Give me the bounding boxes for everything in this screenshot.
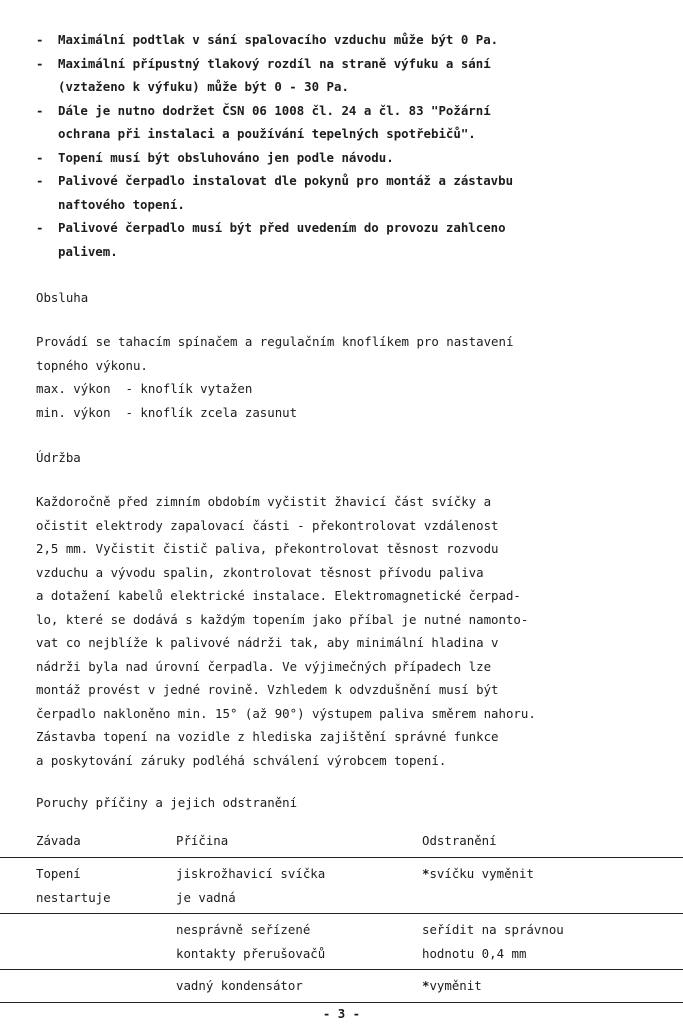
list-item-text (58, 216, 676, 263)
cell-line: je vadná (176, 889, 236, 905)
page-number: - 3 - (322, 1006, 361, 1021)
text-line: a dotažení kabelů elektrické instalace. Elektromagnetické čerpad- (36, 588, 521, 603)
requirements-list (36, 28, 676, 263)
text-line: 2,5 mm. Vyčistit čistič paliva, překontrolovat těsnost rozvodu (36, 541, 499, 556)
list-item (36, 99, 676, 146)
cell-line-wrap (422, 942, 683, 966)
cell-line-wrap (422, 918, 683, 942)
obsluha-paragraph (36, 330, 681, 424)
udrzba-paragraph (36, 490, 681, 772)
text-line: Dále je nutno dodržet ČSN 06 1008 čl. 24 a čl. 83 "Požární (58, 102, 491, 118)
cell-line: hodnotu 0,4 mm (422, 945, 527, 961)
header-pricina: Příčina (176, 832, 229, 848)
list-item (36, 216, 676, 263)
bullet-dash: - (36, 220, 44, 235)
text-line: Topení musí být obsluhováno jen podle návodu. (58, 149, 394, 165)
text-line: Palivové čerpadlo musí být před uvedením do provozu zahlceno (58, 220, 506, 235)
poruchy-heading: Poruchy příčiny a jejich odstranění (36, 795, 298, 810)
text-line: topného výkonu. (36, 357, 148, 373)
table-row (0, 914, 683, 969)
list-item (36, 169, 676, 216)
table-body (0, 858, 683, 1003)
udrzba-heading: Údržba (36, 450, 81, 465)
cell-line: nestartuje (36, 889, 111, 905)
faults-table (0, 824, 683, 1003)
cell-line: jiskrožhavicí svíčka (176, 866, 326, 881)
text-line: vat co nejblíže k palivové nádrži tak, aby minimální hladina v (36, 635, 499, 650)
asterisk-marker: * (422, 978, 430, 993)
table-row (0, 970, 683, 1002)
obsluha-heading: Obsluha (36, 290, 89, 305)
text-line: montáž provést v jedné rovině. Vzhledem k odvzdušnění musí být (36, 682, 499, 697)
cell-line: seřídit na správnou (422, 922, 564, 937)
text-line: palivem. (58, 243, 118, 259)
cell-line: vyměnit (429, 978, 482, 993)
bullet-dash: - (36, 149, 44, 165)
cell-line: kontakty přerušovačů (176, 945, 326, 961)
text-line: a poskytování záruky podléhá schválení výrobcem topení. (36, 752, 447, 768)
text-line: Zástavba topení na vozidle z hlediska zajištění správné funkce (36, 729, 499, 744)
asterisk-marker: * (422, 866, 430, 881)
bullet-dash: - (36, 173, 44, 188)
cell-odstraneni (422, 862, 683, 909)
text-line: vzduchu a vývodu spalin, zkontrolovat těsnost přívodu paliva (36, 564, 484, 580)
cell-line: Topení (36, 866, 81, 881)
list-item (36, 28, 676, 52)
text-line: Palivové čerpadlo instalovat dle pokynů pro montáž a zástavbu (58, 173, 514, 188)
text-line: Maximální podtlak v sání spalovacího vzduchu může být 0 Pa. (58, 32, 499, 47)
header-zavada: Závada (36, 832, 81, 848)
cell-pricina (176, 862, 422, 909)
cell-odstraneni (422, 974, 683, 998)
list-item (36, 146, 676, 170)
list-item-text (58, 169, 676, 216)
cell-line: nesprávně seřízené (176, 922, 311, 937)
cell-zavada (0, 918, 176, 965)
text-line: naftového topení. (58, 196, 185, 212)
cell-line: vadný kondensátor (176, 978, 303, 993)
text-line: max. výkon - knoflík vytažen (36, 381, 253, 396)
text-line: min. výkon - knoflík zcela zasunut (36, 404, 298, 420)
text-line: Maximální přípustný tlakový rozdíl na straně výfuku a sání (58, 55, 491, 71)
bullet-dash: - (36, 102, 44, 118)
text-line: Provádí se tahacím spínačem a regulačním knoflíkem pro nastavení (36, 334, 514, 349)
cell-pricina (176, 974, 422, 998)
text-line: očistit elektrody zapalovací části - překontrolovat vzdálenost (36, 517, 499, 533)
cell-line-wrap (422, 862, 683, 886)
text-line: nádrži byla nad úrovní čerpadla. Ve výjimečných případech lze (36, 658, 492, 674)
text-line: lo, které se dodává s každým topením jako příbal je nutné namonto- (36, 611, 529, 627)
text-line: (vztaženo k výfuku) může být 0 - 30 Pa. (58, 79, 349, 94)
table-row (0, 858, 683, 913)
bullet-dash: - (36, 55, 44, 71)
list-item (36, 52, 676, 99)
text-line: ochrana při instalaci a používání tepelných spotřebičů". (58, 126, 476, 141)
list-item-text (58, 28, 676, 52)
text-line: čerpadlo nakloněno min. 15° (až 90°) výstupem paliva směrem nahoru. (36, 705, 536, 721)
table-header-row (0, 824, 683, 857)
list-item-text (58, 146, 676, 170)
cell-zavada (0, 862, 176, 909)
list-item-text (58, 52, 676, 99)
cell-zavada (0, 974, 176, 998)
cell-pricina (176, 918, 422, 965)
text-line: Každoročně před zimním obdobím vyčistit žhavicí část svíčky a (36, 494, 492, 509)
bullet-dash: - (36, 32, 44, 47)
list-item-text (58, 99, 676, 146)
cell-line: svíčku vyměnit (429, 866, 534, 881)
cell-line-wrap (422, 974, 683, 998)
header-odstraneni: Odstranění (422, 832, 497, 848)
cell-odstraneni (422, 918, 683, 965)
